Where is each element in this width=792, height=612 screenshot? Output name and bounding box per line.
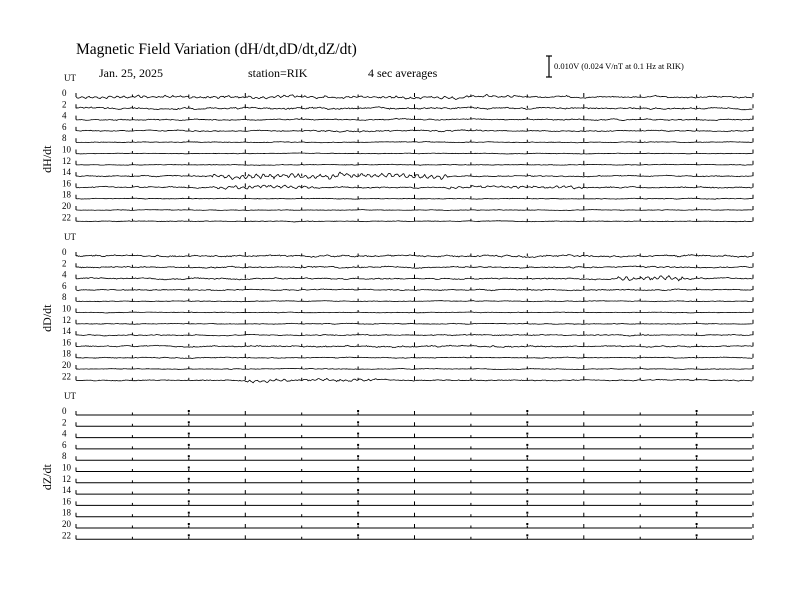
hour-marker — [357, 512, 359, 514]
hour-label: 4 — [62, 428, 67, 439]
station-label: station=RIK — [248, 66, 308, 80]
hour-label: 4 — [62, 110, 67, 121]
hour-marker — [357, 433, 359, 435]
hour-label: 8 — [62, 451, 67, 462]
hour-marker — [526, 421, 528, 423]
hour-label: 6 — [62, 121, 67, 132]
scale-bar-icon — [546, 56, 552, 77]
hour-marker — [188, 523, 190, 525]
hour-label: 10 — [62, 303, 71, 314]
hour-marker — [696, 444, 698, 446]
hour-label: 14 — [62, 485, 71, 496]
hour-marker — [696, 455, 698, 457]
hour-marker — [526, 489, 528, 491]
hour-marker — [188, 478, 190, 480]
hour-marker — [526, 433, 528, 435]
hour-marker — [696, 500, 698, 502]
hour-label: 10 — [62, 144, 71, 155]
hour-label: 20 — [62, 519, 71, 529]
hour-label: 2 — [62, 417, 67, 428]
hour-label: 6 — [62, 280, 67, 291]
hour-marker — [357, 523, 359, 525]
hour-marker — [357, 421, 359, 423]
date-label: Jan. 25, 2025 — [99, 66, 163, 80]
hour-marker — [696, 410, 698, 412]
ut-label: UT — [64, 73, 76, 83]
hour-label: 16 — [62, 178, 71, 189]
hour-marker — [526, 523, 528, 525]
hour-label: 12 — [62, 155, 71, 166]
hour-label: 18 — [62, 507, 71, 518]
hour-marker — [357, 500, 359, 502]
hour-label: 6 — [62, 439, 67, 450]
hour-marker — [526, 455, 528, 457]
hour-label: 22 — [62, 371, 71, 382]
hour-marker — [526, 534, 528, 536]
hour-label: 16 — [62, 496, 71, 507]
hour-marker — [188, 489, 190, 491]
hour-marker — [696, 433, 698, 435]
hour-marker — [526, 478, 528, 480]
chart-title: Magnetic Field Variation (dH/dt,dD/dt,dZ/dt) — [76, 41, 357, 58]
panel-ylabel: dD/dt — [40, 304, 54, 332]
hour-marker — [357, 410, 359, 412]
hour-label: 22 — [62, 530, 71, 541]
hour-marker — [357, 478, 359, 480]
hour-label: 0 — [62, 406, 67, 416]
hour-marker — [188, 467, 190, 469]
hour-label: 2 — [62, 99, 67, 110]
hour-marker — [696, 534, 698, 536]
panel-2 — [40, 232, 753, 383]
hour-label: 16 — [62, 337, 71, 348]
panel-ylabel: dH/dt — [40, 145, 54, 173]
hour-marker — [357, 467, 359, 469]
hour-marker — [696, 478, 698, 480]
panel-3 — [40, 391, 753, 540]
hour-marker — [188, 512, 190, 514]
hour-label: 0 — [62, 247, 67, 257]
hour-marker — [188, 444, 190, 446]
hour-marker — [188, 410, 190, 412]
hour-label: 18 — [62, 348, 71, 359]
hour-marker — [357, 534, 359, 536]
hour-marker — [188, 421, 190, 423]
panel-1 — [40, 73, 753, 222]
hour-marker — [526, 410, 528, 412]
hour-marker — [526, 512, 528, 514]
hour-label: 12 — [62, 473, 71, 484]
hour-marker — [188, 455, 190, 457]
hour-label: 2 — [62, 258, 67, 269]
scale-label: 0.010V (0.024 V/nT at 0.1 Hz at RIK) — [554, 61, 684, 71]
hour-marker — [696, 523, 698, 525]
hour-label: 14 — [62, 167, 71, 178]
hour-marker — [696, 512, 698, 514]
hour-marker — [696, 489, 698, 491]
hour-marker — [696, 467, 698, 469]
hour-label: 18 — [62, 189, 71, 200]
ut-label: UT — [64, 391, 76, 401]
hour-label: 14 — [62, 326, 71, 337]
hour-marker — [357, 444, 359, 446]
hour-marker — [188, 500, 190, 502]
hour-label: 22 — [62, 212, 71, 223]
hour-label: 12 — [62, 314, 71, 325]
hour-marker — [188, 534, 190, 536]
averaging-label: 4 sec averages — [368, 66, 438, 80]
hour-label: 20 — [62, 360, 71, 370]
ut-label: UT — [64, 232, 76, 242]
hour-marker — [357, 489, 359, 491]
hour-label: 4 — [62, 269, 67, 280]
hour-marker — [696, 421, 698, 423]
hour-marker — [357, 455, 359, 457]
hour-label: 20 — [62, 201, 71, 211]
hour-label: 10 — [62, 462, 71, 473]
hour-label: 8 — [62, 133, 67, 144]
hour-marker — [526, 467, 528, 469]
hour-marker — [526, 444, 528, 446]
hour-marker — [526, 500, 528, 502]
hour-marker — [188, 433, 190, 435]
hour-label: 8 — [62, 292, 67, 303]
hour-label: 0 — [62, 88, 67, 98]
panel-ylabel: dZ/dt — [40, 464, 54, 491]
